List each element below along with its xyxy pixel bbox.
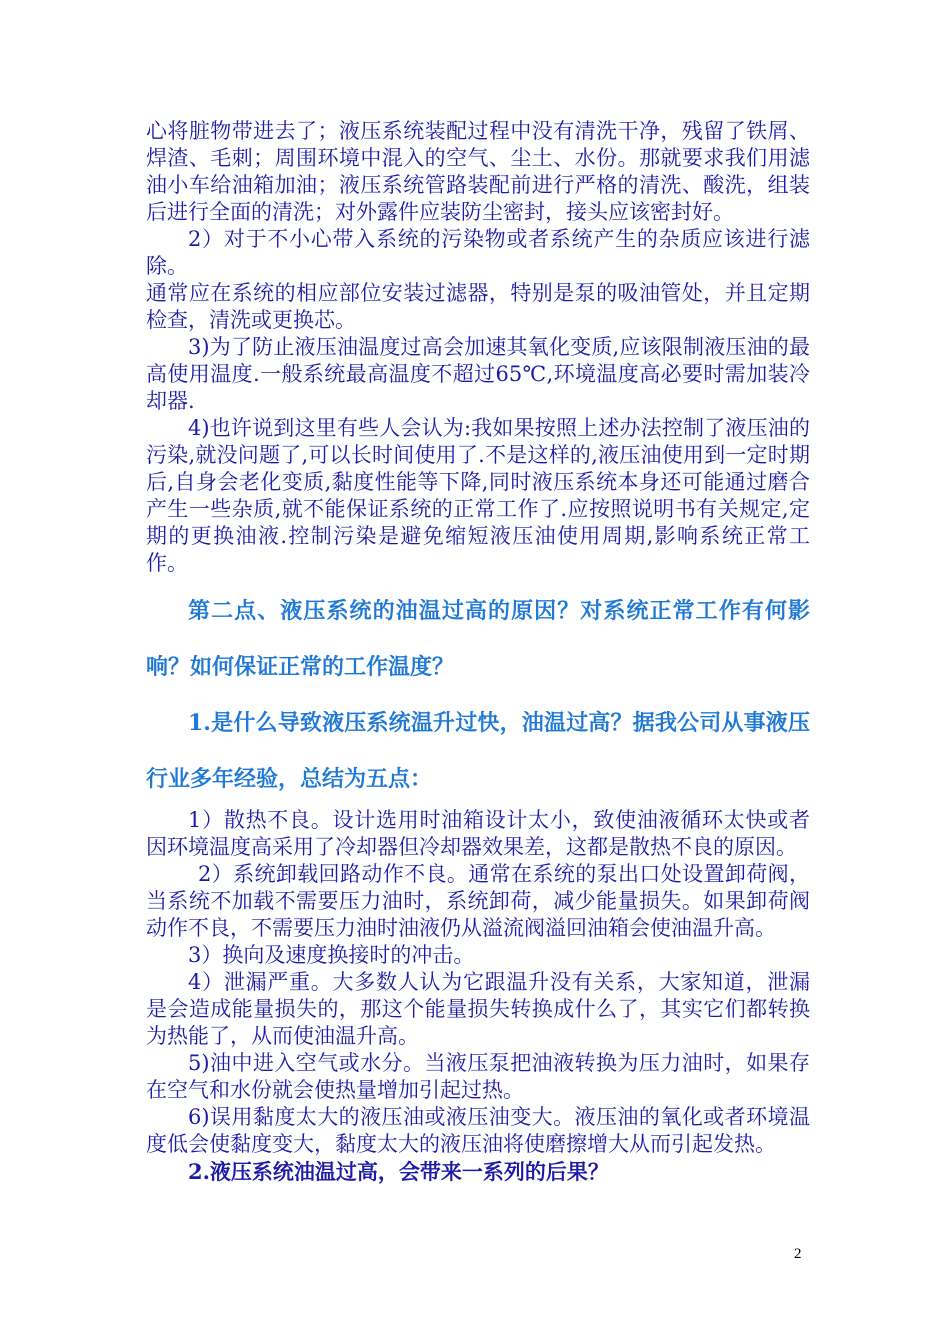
paragraph-viscosity: 6)误用黏度太大的液压油或液压油变大。液压油的氧化或者环境温度低会使黏度变大，黏度太大的液压油将使磨擦增大从而引起发热。 <box>146 1105 810 1156</box>
page-number: 2 <box>794 1246 802 1262</box>
paragraph-unloading-circuit: 2）系统卸载回路动作不良。通常在系统的泵出口处设置卸荷阀，当系统不加载不需要压力油时，系统卸荷，减少能量损失。如果卸荷阀动作不良，不需要压力油时油液仍从溢流阀溢回油箱会使油温升高。 <box>146 862 810 940</box>
paragraph-contamination-causes: 心将脏物带进去了；液压系统装配过程中没有清洗干净，残留了铁屑、焊渣、毛刺；周围环境中混入的空气、尘土、水份。那就要求我们用滤油小车给油箱加油；液压系统管路装配前进行严格的清洗、酸洗，组装后进行全面的清洗；对外露件应装防尘密封，接头应该密封好。 <box>146 119 810 224</box>
document-body <box>146 118 810 1185</box>
paragraph-poor-cooling: 1）散热不良。设计选用时油箱设计太小，致使油液循环太快或者因环境温度高采用了冷却器但冷却器效果差，这都是散热不良的原因。 <box>146 808 810 859</box>
paragraph-leakage: 4）泄漏严重。大多数人认为它跟温升没有关系，大家知道，泄漏是会造成能量损失的，那这个能量损失转换成什么了，其实它们都转换为热能了，从而使油温升高。 <box>146 970 810 1048</box>
paragraph-filter-install: 通常应在系统的相应部位安装过滤器，特别是泵的吸油管处，并且定期检查，清洗或更换芯。 <box>146 281 810 332</box>
paragraph-oil-replacement: 4)也许说到这里有些人会认为:我如果按照上述办法控制了液压油的污染,就没问题了,可以长时间使用了.不是这样的,液压油使用到一定时期后,自身会老化变质,黏度性能等下降,同时液压系统本身还可能通过磨合产生一些杂质,就不能保证系统的正常工作了.应按照说明书有关规定,定期的更换油液.控制污染是避免缩短液压油使用周期,影响系统正常工作。 <box>146 416 810 575</box>
paragraph-air-water: 5)油中进入空气或水分。当液压泵把油液转换为压力油时，如果存在空气和水份就会使热量增加引起过热。 <box>146 1051 810 1102</box>
section-heading-oil-temperature: 第二点、液压系统的油温过高的原因？对系统正常工作有何影响？如何保证正常的工作温度？ <box>146 598 810 680</box>
section-subheading-causes: 1.是什么导致液压系统温升过快，油温过高？据我公司从事液压行业多年经验，总结为五点： <box>146 710 810 792</box>
paragraph-temperature-limit: 3)为了防止液压油温度过高会加速其氧化变质,应该限制液压油的最高使用温度.一般系统最高温度不超过65℃,环境温度高必要时需加装冷却器. <box>146 335 810 413</box>
subheading-consequences: 2.液压系统油温过高，会带来一系列的后果？ <box>188 1159 609 1184</box>
paragraph-filtering: 2）对于不小心带入系统的污染物或者系统产生的杂质应该进行滤除。 <box>146 227 810 278</box>
paragraph-switching-impact: 3）换向及速度换接时的冲击。 <box>188 943 475 967</box>
